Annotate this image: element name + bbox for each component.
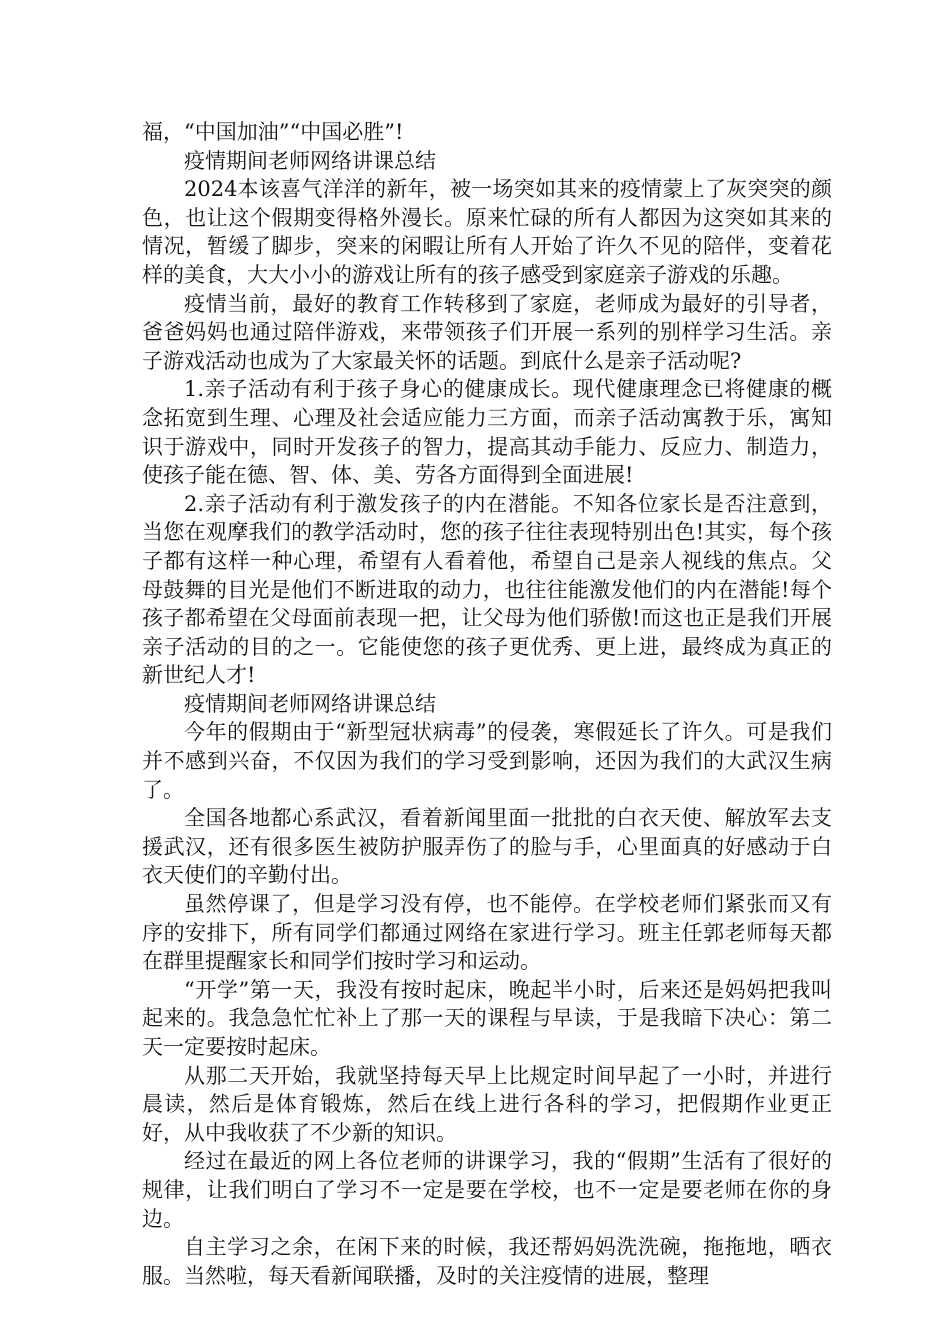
- section-heading: 疫情期间老师网络讲课总结: [184, 691, 436, 716]
- paragraph: 经过在最近的网上各位老师的讲课学习，我的“假期”生活有了很好的规律，让我们明白了学习不一定是要在学校，也不一定是要老师在你的身边。: [142, 1149, 832, 1231]
- paragraph-continuation: 福，“中国加油”“中国必胜”!: [142, 120, 404, 144]
- paragraph: 今年的假期由于“新型冠状病毒”的侵袭，寒假延长了许久。可是我们并不感到兴奋，不仅因为我们的学习受到影响，还因为我们的大武汉生病了。: [142, 720, 832, 802]
- paragraph: 2024本该喜气洋洋的新年，被一场突如其来的疫情蒙上了灰突突的颜色，也让这个假期变得格外漫长。原来忙碌的所有人都因为这突如其来的情况，暂缓了脚步，突来的闲暇让所有人开始了许久不见的陪伴，变着花样的美食，大大小小的游戏让所有的孩子感受到家庭亲子游戏的乐趣。: [142, 177, 832, 287]
- section-heading: 疫情期间老师网络讲课总结: [184, 148, 436, 173]
- paragraph: 从那二天开始，我就坚持每天早上比规定时间早起了一小时，并进行晨读，然后是体育锻炼，然后在线上进行各科的学习，把假期作业更正好，从中我收获了不少新的知识。: [142, 1063, 832, 1145]
- paragraph: “开学”第一天，我没有按时起床，晚起半小时，后来还是妈妈把我叫起来的。我急急忙忙补上了那一天的课程与早读，于是我暗下决心：第二天一定要按时起床。: [142, 977, 832, 1059]
- paragraph: 1.亲子活动有利于孩子身心的健康成长。现代健康理念已将健康的概念拓宽到生理、心理及社会适应能力三方面，而亲子活动寓教于乐，寓知识于游戏中，同时开发孩子的智力，提高其动手能力、反应力、制造力，使孩子能在德、智、体、美、劳各方面得到全面进展!: [142, 377, 832, 488]
- paragraph: 疫情当前，最好的教育工作转移到了家庭，老师成为最好的引导者，爸爸妈妈也通过陪伴游戏，来带领孩子们开展一系列的别样学习生活。亲子游戏活动也成为了大家最关怀的话题。到底什么是亲子活动呢?: [142, 291, 832, 373]
- paragraph: 2.亲子活动有利于激发孩子的内在潜能。不知各位家长是否注意到，当您在观摩我们的教学活动时，您的孩子往往表现特别出色!其实，每个孩子都有这样一种心理，希望有人看着他，希望自己是亲人视线的焦点。父母鼓舞的目光是他们不断进取的动力，也往往能激发他们的内在潜能!每个孩子都希望在父母面前表现一把，让父母为他们骄傲!而这也正是我们开展亲子活动的目的之一。它能使您的孩子更优秀、更上进，最终成为真正的新世纪人才!: [142, 491, 832, 688]
- paragraph: 自主学习之余，在闲下来的时候，我还帮妈妈洗洗碗，拖拖地，晒衣服。当然啦，每天看新闻联播，及时的关注疫情的进展，整理: [142, 1235, 832, 1288]
- paragraph: 全国各地都心系武汉，看着新闻里面一批批的白衣天使、解放军去支援武汉，还有很多医生被防护服弄伤了的脸与手，心里面真的好感动于白衣天使们的辛勤付出。: [142, 806, 832, 888]
- paragraph: 虽然停课了，但是学习没有停，也不能停。在学校老师们紧张而又有序的安排下，所有同学们都通过网络在家进行学习。班主任郭老师每天都在群里提醒家长和同学们按时学习和运动。: [142, 892, 832, 974]
- document-body: [142, 118, 832, 1290]
